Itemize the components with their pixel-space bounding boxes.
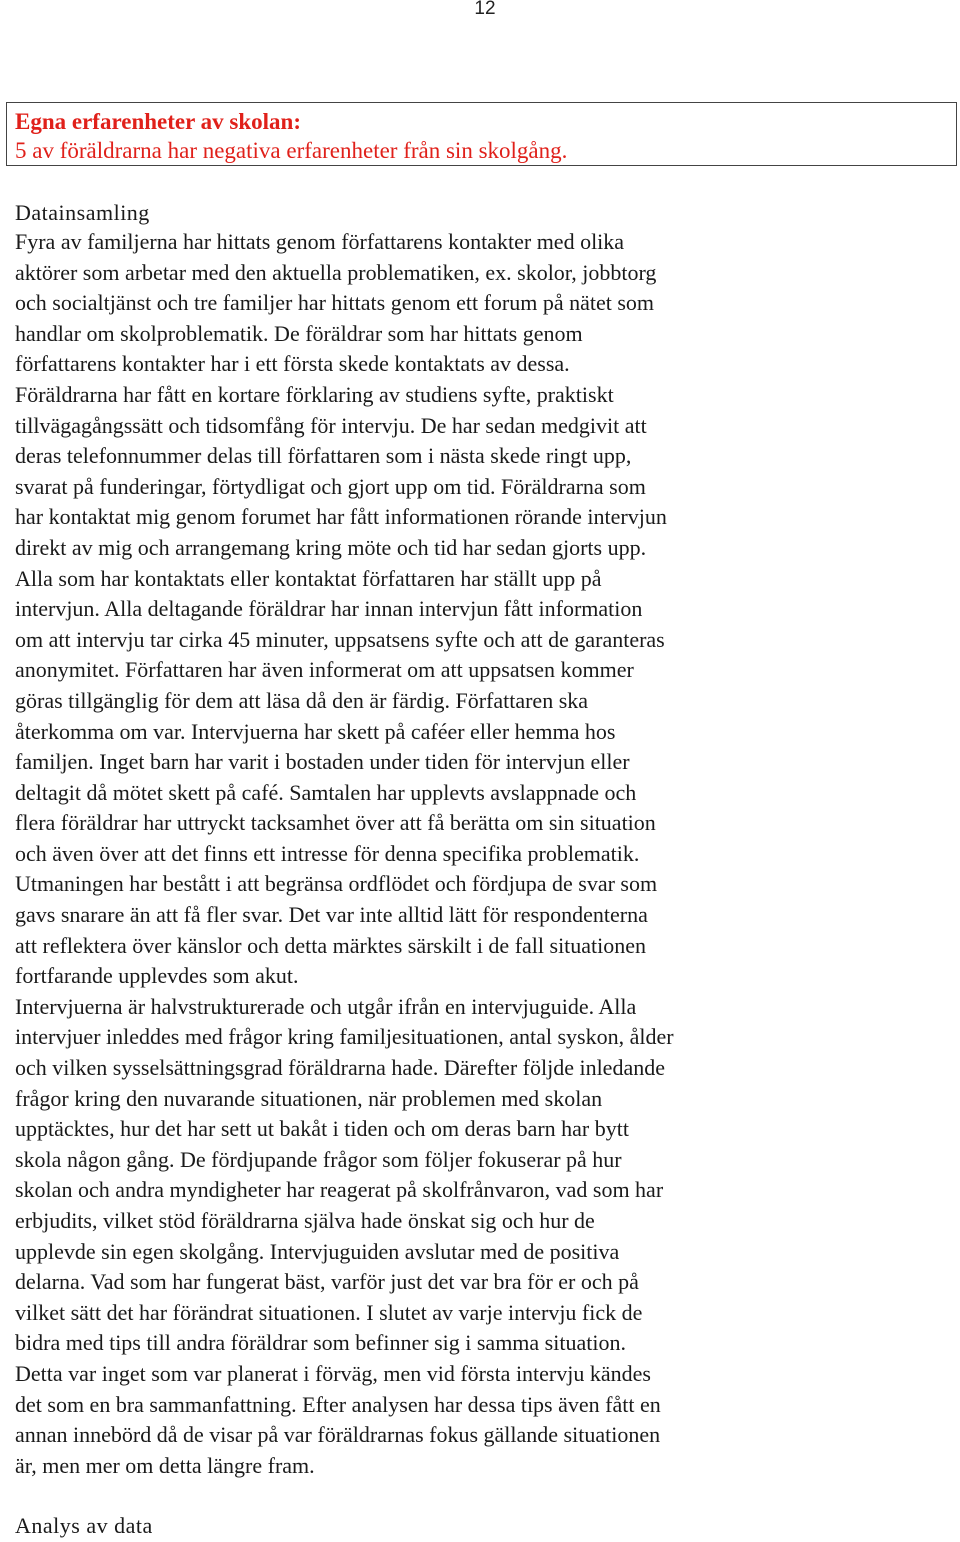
body-line: svarat på funderingar, förtydligat och gjort upp om tid. Föräldrarna som — [15, 473, 646, 499]
section-heading-datainsamling: Datainsamling — [15, 200, 150, 225]
body-line: delarna. Vad som har fungerat bäst, varför just det var bra för er och på — [15, 1269, 639, 1295]
body-line: skola någon gång. De fördjupande frågor som följer fokuserar på hur — [15, 1146, 622, 1172]
body-line: deltagit då mötet skett på café. Samtalen har upplevts avslappnade och — [15, 779, 637, 805]
body-line: Alla som har kontaktats eller kontaktat författaren har ställt upp på — [15, 565, 602, 591]
body-line: anonymitet. Författaren har även informerat om att uppsatsen kommer — [15, 657, 634, 683]
highlight-box-subtitle: 5 av föräldrarna har negativa erfarenheter från sin skolgång. — [15, 138, 568, 163]
body-line: göras tillgänglig för dem att läsa då den är färdig. Författaren ska — [15, 687, 589, 713]
body-line: att reflektera över känslor och detta märktes särskilt i de fall situationen — [15, 932, 647, 958]
body-paragraph — [15, 227, 815, 1481]
body-line: och vilken sysselsättningsgrad föräldrarna hade. Därefter följde inledande — [15, 1055, 665, 1081]
body-line: intervjuer inleddes med frågor kring familjesituationen, antal syskon, ålder — [15, 1024, 674, 1050]
body-line: Utmaningen har bestått i att begränsa ordflödet och fördjupa de svar som — [15, 871, 658, 897]
body-line: frågor kring den nuvarande situationen, när problemen med skolan — [15, 1085, 603, 1111]
body-line: tillvägagångssätt och tidsomfång för intervju. De har sedan medgivit att — [15, 412, 647, 438]
body-line: Fyra av familjerna har hittats genom författarens kontakter med olika — [15, 229, 625, 254]
body-line: annan innebörd då de visar på var föräldrarnas fokus gällande situationen — [15, 1422, 661, 1448]
body-line: handlar om skolproblematik. De föräldrar som har hittats genom — [15, 320, 583, 346]
body-line: och även över att det finns ett intresse för denna specifika problematik. — [15, 840, 640, 866]
body-line: har kontaktat mig genom forumet har fått informationen rörande intervjun — [15, 504, 667, 530]
body-line: skolan och andra myndigheter har reagerat på skolfrånvaron, vad som har — [15, 1177, 664, 1203]
section-heading-analys: Analys av data — [15, 1513, 153, 1538]
body-line: om att intervju tar cirka 45 minuter, uppsatsens syfte och att de garanteras — [15, 626, 665, 652]
body-line: bidra med tips till andra föräldrar som befinner sig i samma situation. — [15, 1330, 626, 1356]
body-line: Intervjuerna är halvstrukturerade och utgår ifrån en intervjuguide. Alla — [15, 993, 637, 1019]
body-line: deras telefonnummer delas till författaren som i nästa skede ringt upp, — [15, 443, 632, 469]
highlight-box-title: Egna erfarenheter av skolan: — [15, 109, 301, 134]
body-line: och socialtjänst och tre familjer har hittats genom ett forum på nätet som — [15, 290, 655, 316]
body-line: direkt av mig och arrangemang kring möte och tid har sedan gjorts upp. — [15, 534, 647, 560]
body-line: upplevde sin egen skolgång. Intervjuguiden avslutar med de positiva — [15, 1238, 620, 1264]
body-line: flera föräldrar har uttryckt tacksamhet över att få berätta om sin situation — [15, 810, 656, 836]
page-number: 12 — [474, 0, 496, 19]
body-line: familjen. Inget barn har varit i bostaden under tiden för intervjun eller — [15, 749, 630, 775]
body-line: vilket sätt det har förändrat situationen. I slutet av varje intervju fick de — [15, 1299, 643, 1325]
body-line: författarens kontakter har i ett första skede kontaktats av dessa. — [15, 351, 570, 377]
body-line: är, men mer om detta längre fram. — [15, 1452, 315, 1478]
body-line: det som en bra sammanfattning. Efter analysen har dessa tips även fått en — [15, 1391, 661, 1417]
body-line: gavs snarare än att få fler svar. Det var inte alltid lätt för respondenterna — [15, 902, 648, 928]
body-line: Detta var inget som var planerat i förväg, men vid första intervju kändes — [15, 1360, 651, 1386]
highlight-box — [6, 102, 957, 166]
body-line: Föräldrarna har fått en kortare förklaring av studiens syfte, praktiskt — [15, 381, 614, 407]
body-line: upptäcktes, hur det har sett ut bakåt i tiden och om deras barn har bytt — [15, 1116, 629, 1142]
body-line: erbjudits, vilket stöd föräldrarna själva hade önskat sig och hur de — [15, 1208, 595, 1233]
body-line: intervjun. Alla deltagande föräldrar har innan intervjun fått information — [15, 596, 643, 622]
body-line: fortfarande upplevdes som akut. — [15, 963, 299, 989]
body-line: aktörer som arbetar med den aktuella problematiken, ex. skolor, jobbtorg — [15, 259, 657, 285]
body-line: återkomma om var. Intervjuerna har skett på caféer eller hemma hos — [15, 718, 616, 744]
